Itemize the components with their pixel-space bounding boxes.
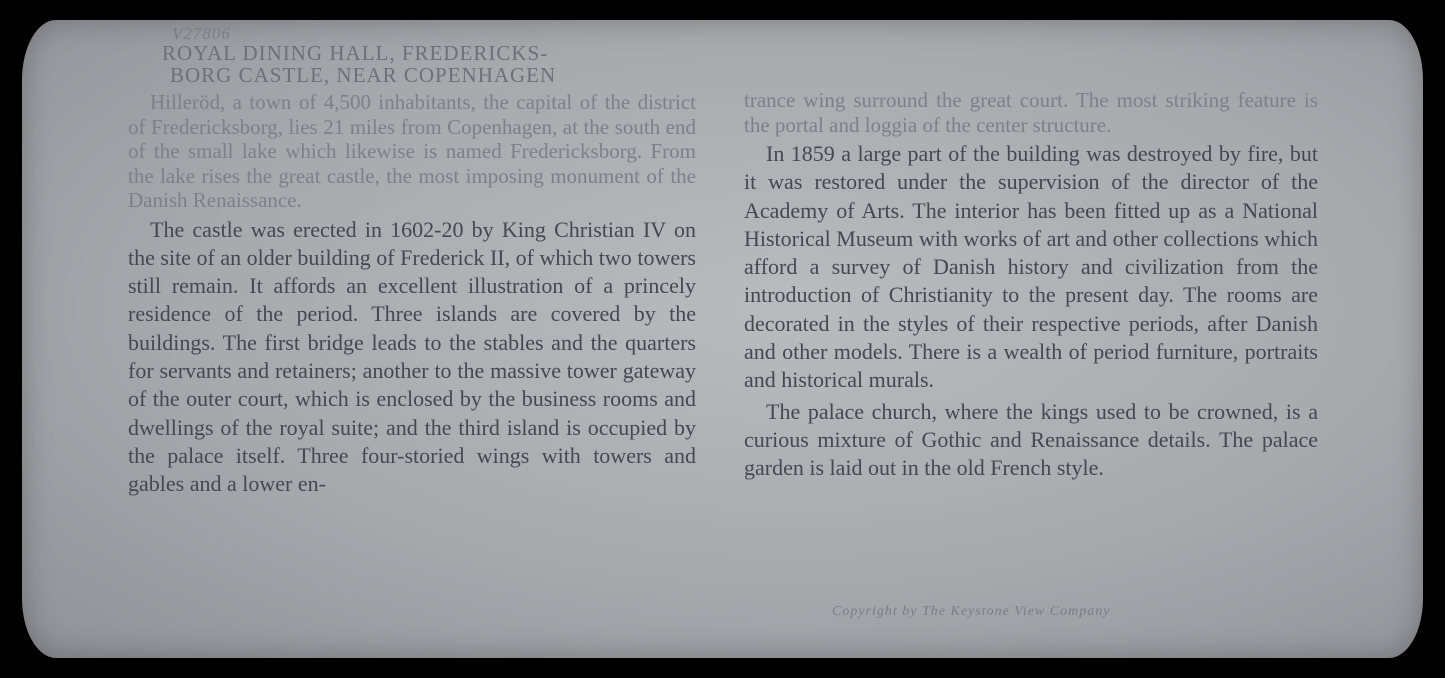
- copyright-line: Copyright by The Keystone View Company: [832, 604, 1111, 619]
- paragraph-castle-history: The castle was erected in 1602-20 by King Christian IV on the site of an older building of Frederick II, of which two towers still remain. It affords an excellent illustration of a princely residence of the period. Three islands are covered by the buildings. The first bridge leads to the stables and the quarters for servants and retainers; another to the massive tower gateway of the outer court, which is enclosed by the business rooms and dwellings of the royal suite; and the third island is occupied by the palace itself. Three four-storied wings with towers and gables and a lower en-: [128, 216, 696, 497]
- paragraph-intro: Hilleröd, a town of 4,500 inhabitants, the capital of the district of Fredericksborg, lies 21 miles from Copenhagen, at the south end of the small lake which likewise is named Fredericksborg. From the lake rises the great castle, the most imposing monument of the Danish Renaissance.: [128, 90, 696, 212]
- paragraph-fire-restoration: In 1859 a large part of the building was destroyed by fire, but it was restored under the supervision of the director of the Academy of Arts. The interior has been fitted up as a National Historical Museum with works of art and other collections which afford a survey of Danish history and civilization from the introduction of Christianity to the present day. The rooms are decorated in the styles of their respective periods, after Danish and other models. There is a wealth of period furniture, portraits and historical murals.: [744, 141, 1318, 393]
- left-column: [128, 90, 696, 498]
- card-title: [162, 42, 722, 86]
- paragraph-palace-church: The palace church, where the kings used to be crowned, is a curious mixture of Gothic and Renaissance details. The palace garden is laid out in the old French style.: [744, 398, 1318, 481]
- paragraph-entrance-wing: trance wing surround the great court. The most striking feature is the portal and loggia of the center structure.: [744, 88, 1318, 137]
- title-line-1: ROYAL DINING HALL, FREDERICKS-: [162, 41, 549, 65]
- right-column: [744, 88, 1318, 483]
- stereoview-card-back: [22, 20, 1423, 658]
- card-code: V27806: [172, 24, 231, 43]
- title-line-2: BORG CASTLE, NEAR COPENHAGEN: [170, 63, 557, 87]
